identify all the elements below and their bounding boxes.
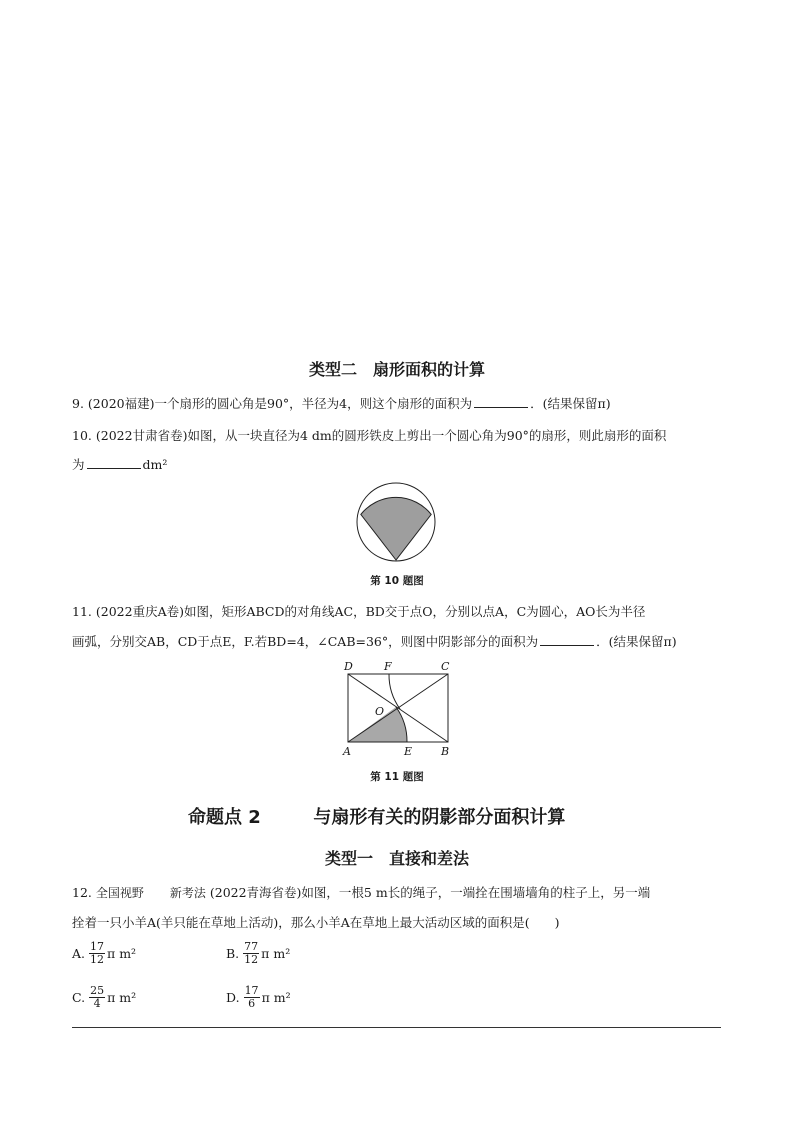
question-9-text: 一个扇形的圆心角是90°，半径为4，则这个扇形的面积为: [154, 396, 473, 411]
section-heading-type1: 类型一 直接和差法: [324, 849, 469, 868]
option-b-denominator: 12: [244, 953, 259, 966]
option-a-unit: π m²: [107, 946, 137, 961]
question-10-source: (2022甘肃省卷): [95, 428, 188, 443]
tag-new-method: 新考法: [169, 886, 206, 900]
question-11-suffix: ．(结果保留π): [596, 634, 677, 649]
question-12-line2: [72, 914, 560, 932]
figure-10-circle-sector: [350, 478, 446, 568]
question-10-number: 10.: [72, 428, 92, 443]
label-A: A: [343, 745, 351, 758]
label-D: D: [344, 660, 353, 673]
question-11-text2: 画弧，分别交AB，CD于点E，F.若BD=4，∠CAB=36°，则图中阴影部分的面积为: [72, 634, 539, 649]
question-11-number: 11.: [72, 604, 92, 619]
option-a-label: A.: [72, 946, 86, 961]
question-9: [72, 395, 611, 413]
option-c[interactable]: [72, 985, 136, 1010]
question-10-text1: 如图，从一块直径为4 dm的圆形铁皮上剪出一个圆心角为90°的扇形，则此扇形的面积: [187, 428, 667, 443]
question-12-text1: (2022青海省卷)如图，一根5 m长的绳子，一端拴在围墙墙角的柱子上，另一端: [209, 885, 651, 900]
chapter-title: 与扇形有关的阴影部分面积计算: [313, 807, 566, 828]
answer-blank-10[interactable]: [87, 456, 141, 469]
question-10-line1: [72, 427, 666, 445]
page-footer-rule: [72, 1027, 721, 1028]
option-a-fraction: [89, 941, 105, 966]
option-d-denominator: 6: [248, 997, 256, 1010]
option-c-denominator: 4: [93, 997, 101, 1010]
question-12-text2: 拴着一只小羊A(羊只能在草地上活动)，那么小羊A在草地上最大活动区域的面积是( ): [72, 915, 560, 930]
question-12-line1: [72, 884, 650, 902]
question-11-text1: 如图，矩形ABCD的对角线AC，BD交于点O，分别以点A，C为圆心，AO长为半径: [183, 604, 646, 619]
figure-10-caption: 第 10 题图: [370, 575, 424, 587]
figure-10-shaded-sector: [361, 497, 431, 560]
figure-11-rectangle: [340, 656, 455, 762]
question-11-source: (2022重庆A卷): [95, 604, 184, 619]
option-c-label: C.: [72, 990, 86, 1005]
label-O: O: [375, 705, 385, 718]
option-c-fraction: [89, 985, 105, 1010]
option-b-unit: π m²: [261, 946, 291, 961]
option-c-numerator: 25: [90, 984, 105, 997]
chapter-heading: [188, 803, 565, 829]
question-9-source: (2020福建): [87, 396, 155, 411]
question-11-line1: [72, 603, 645, 621]
option-d-fraction: [244, 985, 260, 1010]
label-C: C: [441, 660, 450, 673]
question-10-text2-prefix: 为: [72, 457, 85, 472]
option-a-denominator: 12: [90, 953, 105, 966]
question-9-number: 9.: [72, 396, 84, 411]
answer-blank-9[interactable]: [474, 395, 528, 408]
question-10-unit: dm²: [142, 457, 168, 472]
figure-11-caption: 第 11 题图: [370, 771, 424, 783]
question-12-number: 12.: [72, 885, 92, 900]
section-heading-type2: 类型二 扇形面积的计算: [308, 360, 485, 379]
option-b-label: B.: [226, 946, 240, 961]
option-d-label: D.: [226, 990, 240, 1005]
question-10-line2: [72, 456, 167, 474]
label-B: B: [441, 745, 450, 758]
tag-national-view: 全国视野: [95, 886, 144, 900]
answer-blank-11[interactable]: [540, 633, 594, 646]
option-d-numerator: 17: [244, 984, 259, 997]
option-a[interactable]: [72, 941, 136, 966]
question-11-line2: [72, 633, 677, 651]
chapter-prefix: 命题点 2: [188, 807, 261, 828]
option-b[interactable]: [226, 941, 290, 966]
option-c-unit: π m²: [107, 990, 137, 1005]
option-b-fraction: [243, 941, 259, 966]
option-d[interactable]: [226, 985, 291, 1010]
label-E: E: [404, 745, 413, 758]
option-b-numerator: 77: [244, 940, 259, 953]
option-a-numerator: 17: [90, 940, 105, 953]
option-d-unit: π m²: [261, 990, 291, 1005]
figure-11-arc-cf: [389, 674, 400, 709]
question-9-suffix: ．(结果保留π): [530, 396, 611, 411]
label-F: F: [384, 660, 392, 673]
